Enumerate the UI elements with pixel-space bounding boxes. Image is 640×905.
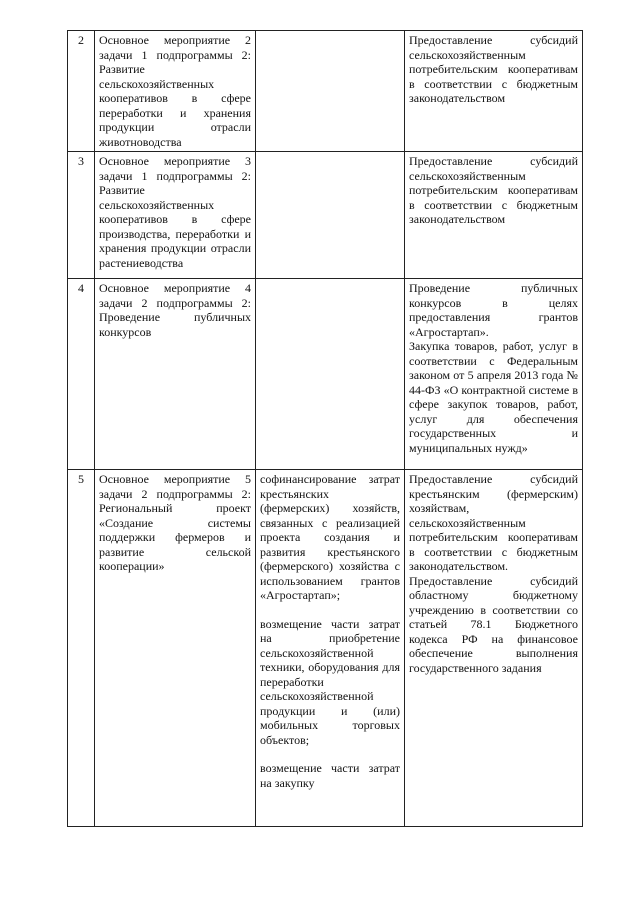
table-row: [68, 31, 583, 152]
row-number: 5: [68, 470, 95, 827]
support-cell: [256, 279, 405, 470]
support-cell: [256, 470, 405, 827]
row-number: 4: [68, 279, 95, 470]
row-number: 2: [68, 31, 95, 152]
mechanism-cell: Предоставление субсидий сельскохозяйственным потребительским кооперативам в соответствии с бюджетным законодательством: [405, 152, 583, 279]
mechanism-cell: [405, 279, 583, 470]
paragraph-gap: [260, 747, 400, 761]
support-paragraph: возмещение части затрат на приобретение сельскохозяйственной техники, оборудования для переработки сельскохозяйственной продукции и (или) мобильных торговых объектов;: [260, 616, 400, 747]
row-number: 3: [68, 152, 95, 279]
activity-cell: Основное мероприятие 4 задачи 2 подпрограммы 2: Проведение публичных конкурсов: [95, 279, 256, 470]
table-row: [68, 279, 583, 470]
table-row: [68, 470, 583, 827]
activity-cell: Основное мероприятие 5 задачи 2 подпрограммы 2: Региональный проект «Создание системы поддержки фермеров и развитие сельской кооперации»: [95, 470, 256, 827]
support-cell: [256, 152, 405, 279]
mechanism-paragraph: Предоставление субсидий областному бюджетному учреждению в соответствии со статьей 78.1 Бюджетного кодекса РФ на финансовое обеспечение выполнения государственного задания: [409, 573, 578, 675]
mechanism-cell: Предоставление субсидий сельскохозяйственным потребительским кооперативам в соответствии с бюджетным законодательством: [405, 31, 583, 152]
mechanism-cell: [405, 470, 583, 827]
support-cell: [256, 31, 405, 152]
mechanism-paragraph: Закупка товаров, работ, услуг в соответствии с Федеральным законом от 5 апреля 2013 года № 44-ФЗ «О контрактной системе в сфере закупок товаров, работ, услуг для обеспечения государственных и муниципальных нужд»: [409, 339, 578, 455]
support-paragraph: возмещение части затрат на закупку: [260, 761, 400, 790]
activity-cell: Основное мероприятие 3 задачи 1 подпрограммы 2: Развитие сельскохозяйственных кооперативов в сфере производства, переработки и хранения продукции отрасли растениеводства: [95, 152, 256, 279]
mechanism-paragraph: Предоставление субсидий крестьянским (фермерским) хозяйствам, сельскохозяйственным потребительским кооперативам в соответствии с бюджетным законодательством.: [409, 472, 578, 573]
activity-cell: Основное мероприятие 2 задачи 1 подпрограммы 2: Развитие сельскохозяйственных кооперативов в сфере переработки и хранения продукции отрасли животноводства: [95, 31, 256, 152]
mechanism-paragraph: Проведение публичных конкурсов в целях предоставления грантов «Агростартап».: [409, 281, 578, 339]
table-row: [68, 152, 583, 279]
paragraph-gap: [260, 603, 400, 617]
support-paragraph: софинансирование затрат крестьянских (фермерских) хозяйств, связанных с реализацией проекта создания и развития крестьянского (фермерского) хозяйства с использованием грантов «Агростартап»;: [260, 472, 400, 602]
measures-table: [67, 30, 583, 827]
